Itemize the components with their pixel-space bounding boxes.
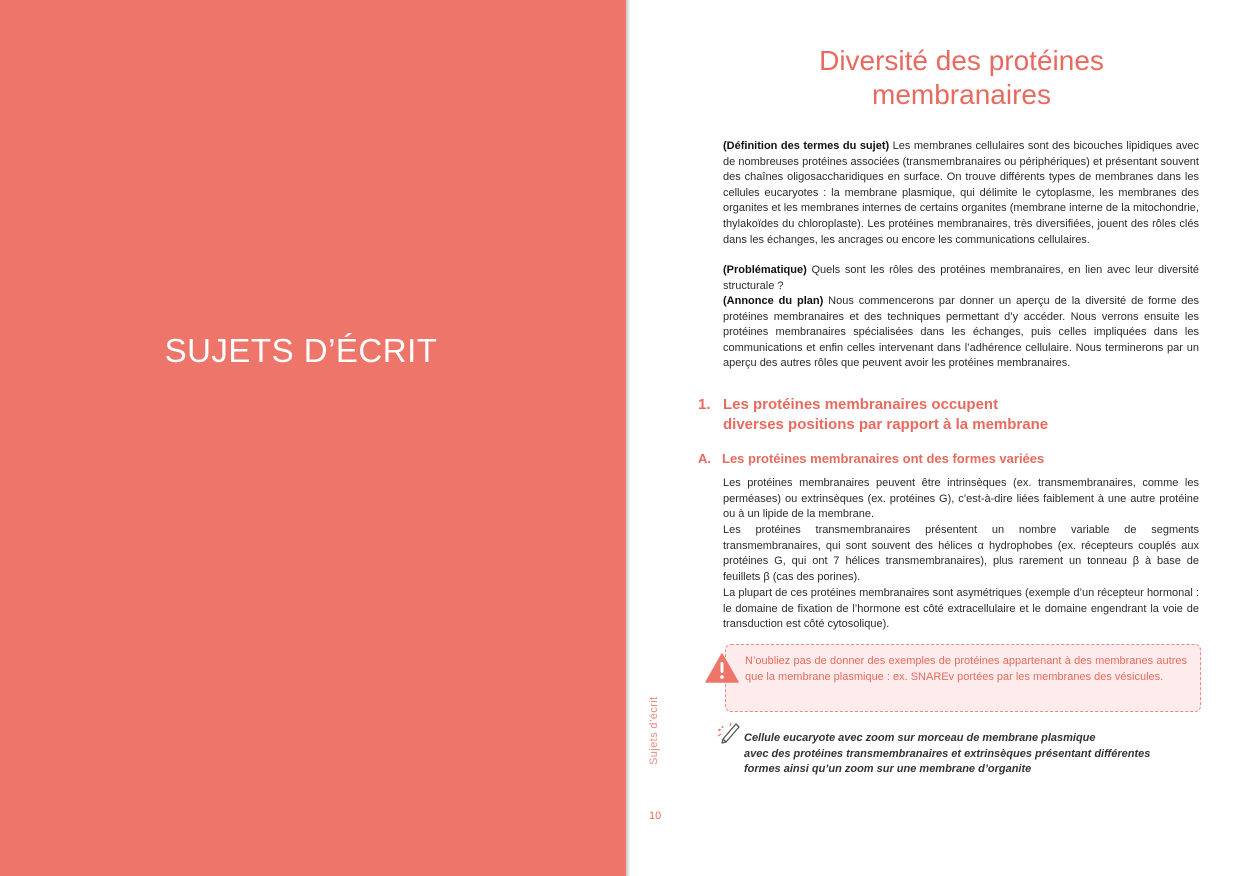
paragraph-3: La plupart de ces protéines membranaires sont asymétriques (exemple d’un récepteur hormonal : le domaine de fixation de l’hormone est côté extracellulaire et le domaine engendrant la voie de transduction est côté cytosolique). xyxy=(723,587,1199,631)
paragraph-2: Les protéines transmembranaires présentent un nombre variable de segments transmembranaires, qui sont souvent des hélices α hydrophobes (ex. récepteurs couplés aux protéines G, qui ont 7 hélices transmembranaires), plus rarement un tonneau β à base de feuillets β (cas des porines). xyxy=(723,524,1199,583)
paragraph-1: Les protéines membranaires peuvent être intrinsèques (ex. transmembranaires, comme les perméases) ou extrinsèques (ex. protéines G), c’est-à-dire liées faiblement à une autre protéine ou à un lipide de la membrane. xyxy=(723,477,1199,521)
page-title xyxy=(780,44,1143,112)
warning-text: N’oubliez pas de donner des exemples de protéines appartenant à des membranes autres que la membrane plasmique : ex. SNAREv portées par les membranes des vésicules. xyxy=(745,655,1187,683)
left-page-title: SUJETS D’ÉCRIT xyxy=(164,332,438,369)
figure-note-line1: Cellule eucaryote avec zoom sur morceau de membrane plasmique xyxy=(744,732,1096,744)
section-1-title-line2: diverses positions par rapport à la membrane xyxy=(723,416,1049,433)
definition-label: (Définition des termes du sujet) xyxy=(723,140,890,152)
page-title-line2: membranaires xyxy=(872,79,1051,110)
intro-definition xyxy=(723,139,1199,248)
side-running-title: Sujets d’écrit xyxy=(648,696,660,765)
right-page xyxy=(630,0,1254,876)
intro-plan xyxy=(723,294,1199,372)
plan-text: Nous commencerons par donner un aperçu de la diversité de forme des protéines membranaires et des techniques permettant d’y accéder. Nous verrons ensuite les protéines membranaires spécialisées dans les échanges, puis celles impliquées dans les communications et enfin celles intervenant dans l’adhérence cellulaire. Nous terminerons par un aperçu des autres rôles que peuvent avoir les protéines membranaires. xyxy=(723,295,1199,370)
definition-text: Les membranes cellulaires sont des bicouches lipidiques avec de nombreuses protéines associées (transmembranaires ou périphériques) et présentant souvent des chaînes oligosaccharidiques en surface. On trouve différents types de membranes dans les cellules eucaryotes : la membrane plasmique, qui délimite le cytoplasme, les membranes des organites et les membranes internes de certains organites (membrane interne de la mitochondrie, thylakoïdes du chloroplaste). Les protéines membranaires, très diversifiées, jouent des rôles clés dans les échanges, les ancrages ou encore les communications cellulaires. xyxy=(723,140,1199,246)
section-1-title xyxy=(723,395,1203,435)
warning-triangle-icon xyxy=(705,653,739,683)
section-a-title: Les protéines membranaires ont des formes variées xyxy=(722,451,1045,466)
pen-drawing-icon xyxy=(716,721,742,747)
page-number: 10 xyxy=(649,810,662,822)
section-1-number: 1. xyxy=(698,396,711,413)
section-a-number: A. xyxy=(698,451,711,466)
plan-label: (Annonce du plan) xyxy=(723,295,824,307)
problem-label: (Problématique) xyxy=(723,264,807,276)
intro-problem xyxy=(723,263,1199,294)
page-title-line1: Diversité des protéines xyxy=(819,45,1104,76)
section-1-title-line1: Les protéines membranaires occupent xyxy=(723,396,999,413)
problem-text: Quels sont les rôles des protéines membranaires, en lien avec leur diversité structurale ? xyxy=(723,264,1199,292)
left-page xyxy=(0,0,626,876)
figure-note xyxy=(744,731,1194,778)
figure-note-line3: formes ainsi qu’un zoom sur une membrane d’organite xyxy=(744,763,1032,776)
figure-note-line2: avec des protéines transmembranaires et extrinsèques présentant différentes xyxy=(744,747,1151,760)
